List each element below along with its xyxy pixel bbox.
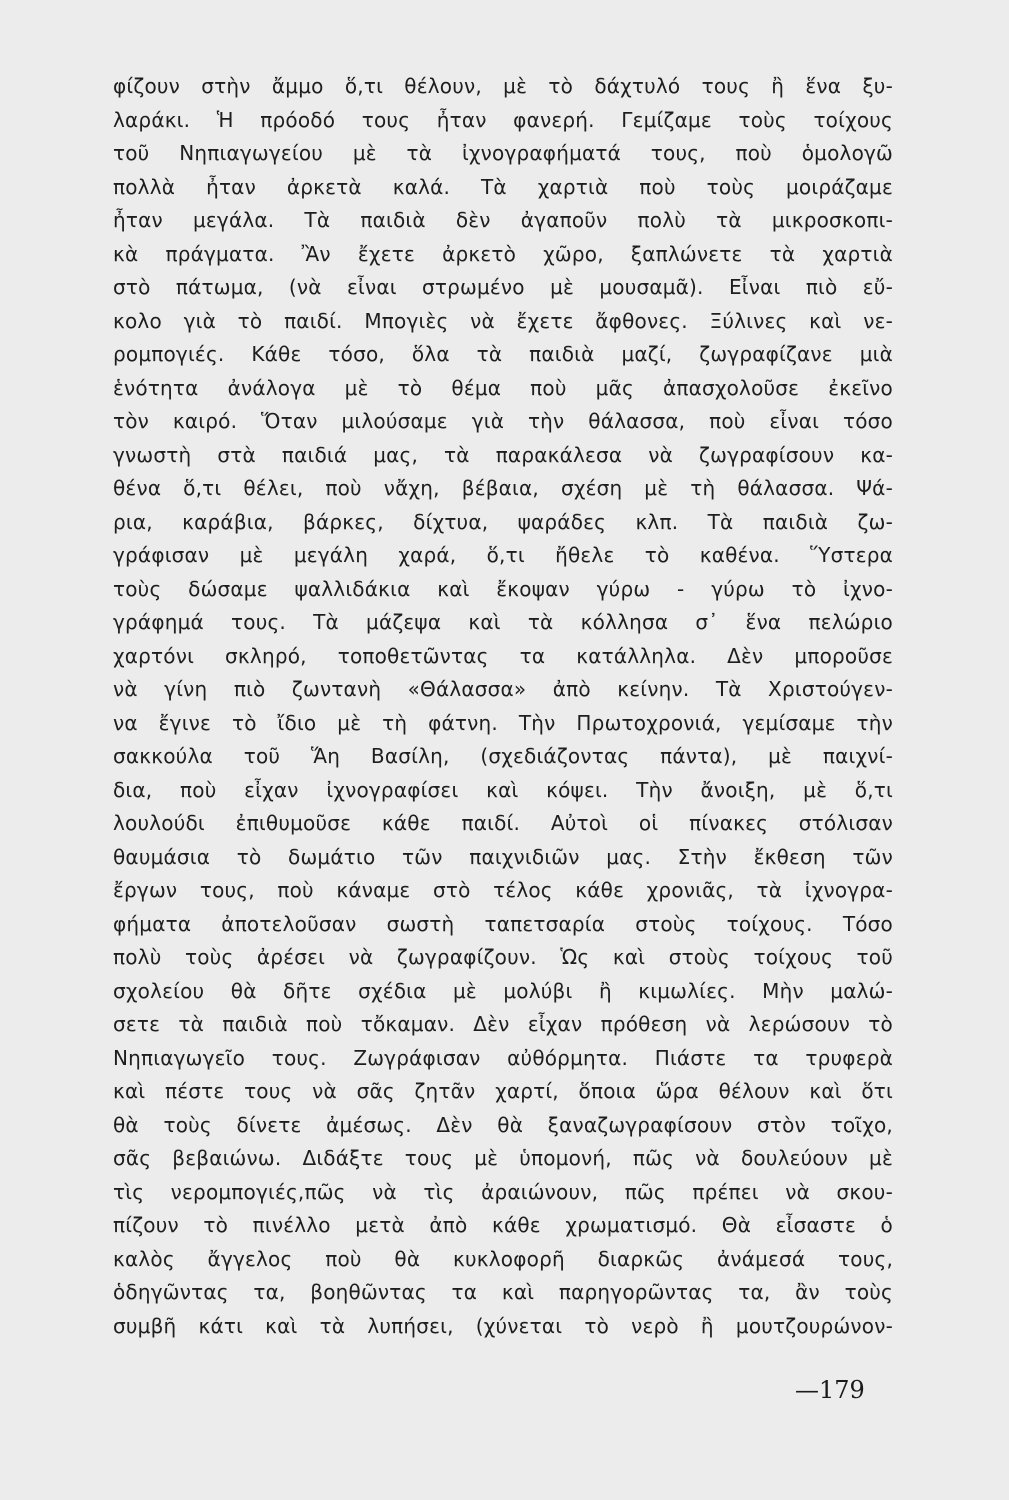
- text-line: τοὺς δώσαμε ψαλλιδάκια καὶ ἔκοψαν γύρω - γύρω τὸ ἰχνο-: [113, 576, 893, 601]
- text-line: πολλὰ ἦταν ἀρκετὰ καλά. Τὰ χαρτιὰ ποὺ τοὺς μοιράζαμε: [113, 174, 893, 199]
- text-line: γράφημά τους. Τὰ μάζεψα καὶ τὰ κόλλησα σ᾽ ἕνα πελώριο: [113, 610, 893, 634]
- text-line: θαυμάσια τὸ δωμάτιο τῶν παιχνιδιῶν μας. Στὴν ἔκθεση τῶν: [113, 844, 893, 869]
- text-line: δια, ποὺ εἶχαν ἰχνογραφίσει καὶ κόψει. Τὴν ἄνοιξη, μὲ ὅ,τι: [113, 777, 893, 802]
- text-line: στὸ πάτωμα, (νὰ εἶναι στρωμένο μὲ μουσαμᾶ). Εἶναι πιὸ εὔ-: [113, 275, 893, 299]
- text-line: τοῦ Νηπιαγωγείου μὲ τὰ ἰχνογραφήματά τους, ποὺ ὁμολογῶ: [113, 141, 893, 165]
- text-line: Νηπιαγωγεῖο τους. Ζωγράφισαν αὐθόρμητα. Πιάστε τα τρυφερὰ: [113, 1045, 893, 1070]
- text-line: τὶς νερομπογιές,πῶς νὰ τὶς ἀραιώνουν, πῶς πρέπει νὰ σκου-: [113, 1179, 893, 1204]
- text-line: κὰ πράγματα. Ἂν ἔχετε ἀρκετὸ χῶρο, ξαπλώνετε τὰ χαρτιὰ: [113, 241, 893, 266]
- text-line: πίζουν τὸ πινέλλο μετὰ ἀπὸ κάθε χρωματισμό. Θὰ εἶσαστε ὁ: [113, 1213, 893, 1237]
- text-line: τὸν καιρό. Ὅταν μιλούσαμε γιὰ τὴν θάλασσα, ποὺ εἶναι τόσο: [113, 409, 893, 433]
- text-line: σακκούλα τοῦ Ἅη Βασίλη, (σχεδιάζοντας πάντα), μὲ παιχνί-: [113, 744, 893, 768]
- text-line: θένα ὅ,τι θέλει, ποὺ νἄχη, βέβαια, σχέση μὲ τὴ θάλασσα. Ψά-: [113, 476, 893, 500]
- text-line: ἔργων τους, ποὺ κάναμε στὸ τέλος κάθε χρονιᾶς, τὰ ἰχνογρα-: [113, 878, 893, 902]
- text-line: φήματα ἀποτελοῦσαν σωστὴ ταπετσαρία στοὺς τοίχους. Τόσο: [113, 911, 893, 936]
- body-text: [113, 70, 893, 1343]
- text-line: νὰ γίνη πιὸ ζωντανὴ «Θάλασσα» ἀπὸ κείνην. Τὰ Χριστούγεν-: [113, 677, 893, 701]
- text-line: λαράκι. Ἡ πρόοδό τους ἦταν φανερή. Γεμίζαμε τοὺς τοίχους: [113, 107, 893, 132]
- text-line: λουλούδι ἐπιθυμοῦσε κάθε παιδί. Αὐτοὶ οἱ πίνακες στόλισαν: [113, 811, 893, 835]
- text-line: ρια, καράβια, βάρκες, δίχτυα, ψαράδες κλπ. Τὰ παιδιὰ ζω-: [113, 509, 893, 534]
- text-line: ἑνότητα ἀνάλογα μὲ τὸ θέμα ποὺ μᾶς ἀπασχολοῦσε ἐκεῖνο: [113, 375, 893, 400]
- text-line: ὁδηγῶντας τα, βοηθῶντας τα καὶ παρηγορῶντας τα, ἂν τοὺς: [113, 1280, 893, 1304]
- text-line: καὶ πέστε τους νὰ σᾶς ζητᾶν χαρτί, ὅποια ὥρα θέλουν καὶ ὅτι: [113, 1079, 893, 1103]
- text-line: σετε τὰ παιδιὰ ποὺ τὄκαμαν. Δὲν εἶχαν πρόθεση νὰ λερώσουν τὸ: [113, 1012, 893, 1036]
- text-line: γράφισαν μὲ μεγάλη χαρά, ὅ,τι ἤθελε τὸ καθένα. Ὕστερα: [113, 543, 893, 567]
- text-line: φίζουν στὴν ἄμμο ὅ,τι θέλουν, μὲ τὸ δάχτυλό τους ἢ ἕνα ξυ-: [113, 74, 893, 98]
- text-line: ρομπογιές. Κάθε τόσο, ὅλα τὰ παιδιὰ μαζί, ζωγραφίζανε μιὰ: [113, 342, 893, 366]
- text-line: γνωστὴ στὰ παιδιά μας, τὰ παρακάλεσα νὰ ζωγραφίσουν κα-: [113, 442, 893, 467]
- text-line: σᾶς βεβαιώνω. Διδάξτε τους μὲ ὑπομονή, πῶς νὰ δουλεύουν μὲ: [113, 1146, 893, 1170]
- text-line: καλὸς ἄγγελος ποὺ θὰ κυκλοφορῆ διαρκῶς ἀνάμεσά τους,: [113, 1246, 893, 1271]
- text-line: πολὺ τοὺς ἀρέσει νὰ ζωγραφίζουν. Ὡς καὶ στοὺς τοίχους τοῦ: [113, 945, 893, 969]
- text-line: σχολείου θὰ δῆτε σχέδια μὲ μολύβι ἢ κιμωλίες. Μὴν μαλώ-: [113, 978, 893, 1003]
- text-line: κολο γιὰ τὸ παιδί. Μπογιὲς νὰ ἔχετε ἄφθονες. Ξύλινες καὶ νε-: [113, 308, 893, 333]
- page-number: —179: [795, 1376, 865, 1404]
- text-line: ἦταν μεγάλα. Τὰ παιδιὰ δὲν ἀγαποῦν πολὺ τὰ μικροσκοπι-: [113, 208, 893, 232]
- text-line: θὰ τοὺς δίνετε ἀμέσως. Δὲν θὰ ξαναζωγραφίσουν στὸν τοῖχο,: [113, 1112, 893, 1137]
- text-line: χαρτόνι σκληρό, τοποθετῶντας τα κατάλληλα. Δὲν μποροῦσε: [113, 643, 893, 668]
- text-line: να ἔγινε τὸ ἴδιο μὲ τὴ φάτνη. Τὴν Πρωτοχρονιά, γεμίσαμε τὴν: [113, 710, 893, 735]
- text-line: συμβῆ κάτι καὶ τὰ λυπήσει, (χύνεται τὸ νερὸ ἢ μουτζουρώνον-: [113, 1313, 893, 1338]
